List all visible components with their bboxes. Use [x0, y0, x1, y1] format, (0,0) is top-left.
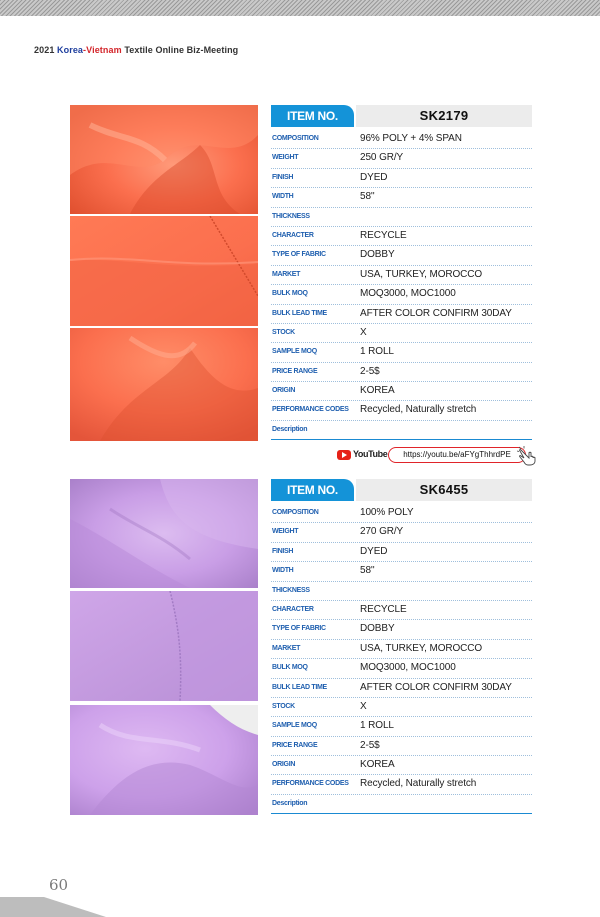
item-header: [271, 479, 532, 501]
spec-row: [271, 620, 532, 639]
page-corner-decoration: [0, 897, 44, 917]
spec-row: [271, 169, 532, 188]
spec-label: WEIGHT: [272, 528, 299, 536]
spec-label: TYPE OF FABRIC: [272, 625, 326, 633]
spec-label: FINISH: [272, 547, 294, 555]
item-no-label: ITEM NO.: [271, 479, 354, 501]
spec-label: PERFORMANCE CODES: [272, 780, 349, 788]
header-dash: -: [83, 45, 87, 55]
youtube-play-icon: [337, 450, 351, 460]
spec-label: STOCK: [272, 702, 295, 710]
spec-row: [271, 401, 532, 420]
spec-value: 250 GR/Y: [360, 152, 404, 164]
spec-row: [271, 130, 532, 149]
spec-row: [271, 523, 532, 542]
spec-value: DOBBY: [360, 623, 395, 635]
spec-row: [271, 363, 532, 382]
item-no-label: ITEM NO.: [271, 105, 354, 127]
spec-value: MOQ3000, MOC1000: [360, 288, 456, 300]
spec-row: [271, 717, 532, 736]
fabric-photo-folded: [70, 591, 258, 701]
fabric-photo-folded: [70, 216, 258, 326]
item-header: [271, 105, 532, 127]
header-year: 2021: [34, 45, 55, 55]
fabric-photo-drape: [70, 479, 258, 588]
spec-value: 96% POLY + 4% SPAN: [360, 133, 462, 144]
spec-label: BULK LEAD TIME: [272, 683, 327, 691]
fabric-photo-drape: [70, 105, 258, 214]
spec-label: WIDTH: [272, 193, 294, 201]
spec-value: X: [360, 326, 367, 338]
spec-row: [271, 324, 532, 343]
spec-label: FINISH: [272, 173, 294, 181]
spec-table: [271, 105, 532, 440]
spec-value: 270 GR/Y: [360, 526, 404, 538]
spec-label: THICKNESS: [272, 586, 310, 594]
top-decorative-bar: [0, 0, 600, 16]
item-code: SK2179: [356, 105, 532, 127]
spec-row: [271, 659, 532, 678]
spec-label: MARKET: [272, 270, 301, 278]
spec-row: [271, 504, 532, 523]
youtube-url-link[interactable]: https://youtu.be/aFYgThhrdPE: [388, 447, 526, 463]
spec-row: [271, 305, 532, 324]
spec-label: MARKET: [272, 644, 301, 652]
spec-row: [271, 698, 532, 717]
spec-row: [271, 601, 532, 620]
header-title-rest: Textile Online Biz-Meeting: [121, 45, 239, 55]
spec-value: RECYCLE: [360, 603, 407, 615]
spec-value: DYED: [360, 171, 388, 183]
spec-label: TYPE OF FABRIC: [272, 251, 326, 259]
spec-label: STOCK: [272, 328, 295, 336]
spec-value: USA, TURKEY, MOROCCO: [360, 268, 483, 280]
spec-label: BULK MOQ: [272, 664, 308, 672]
spec-value: 2-5$: [360, 739, 380, 751]
spec-value: RECYCLE: [360, 229, 407, 241]
spec-value: Recycled, Naturally stretch: [360, 404, 477, 416]
fabric-photo-swirl: [70, 705, 258, 815]
spec-row: [271, 285, 532, 304]
spec-row: [271, 188, 532, 207]
spec-row: [271, 679, 532, 698]
spec-row: [271, 582, 532, 601]
spec-label: BULK MOQ: [272, 290, 308, 298]
spec-row: [271, 775, 532, 794]
spec-value: DYED: [360, 545, 388, 557]
spec-row: [271, 795, 532, 814]
youtube-brand-text: YouTube: [353, 449, 388, 459]
spec-label: COMPOSITION: [272, 135, 319, 142]
spec-value: 2-5$: [360, 365, 380, 377]
spec-value: Recycled, Naturally stretch: [360, 778, 477, 790]
spec-label: SAMPLE MOQ: [272, 722, 317, 730]
spec-table: [271, 479, 532, 814]
spec-row: [271, 756, 532, 775]
spec-rows: [271, 504, 532, 814]
spec-row: [271, 421, 532, 440]
spec-row: [271, 543, 532, 562]
spec-value: AFTER COLOR CONFIRM 30DAY: [360, 307, 512, 319]
spec-label: Description: [272, 425, 308, 433]
spec-value: 1 ROLL: [360, 346, 394, 358]
spec-label: CHARACTER: [272, 605, 314, 613]
fabric-photo-swirl: [70, 328, 258, 441]
spec-label: CHARACTER: [272, 231, 314, 239]
spec-label: PRICE RANGE: [272, 741, 318, 749]
spec-row: [271, 266, 532, 285]
spec-row: [271, 227, 532, 246]
spec-value: 100% POLY: [360, 507, 414, 518]
header-vietnam: Vietnam: [86, 45, 122, 55]
spec-label: Description: [272, 799, 308, 807]
spec-label: ORIGIN: [272, 761, 296, 769]
spec-value: X: [360, 700, 367, 712]
page-corner-slope: [44, 897, 106, 917]
spec-row: [271, 640, 532, 659]
page-header: [34, 45, 238, 55]
spec-value: AFTER COLOR CONFIRM 30DAY: [360, 681, 512, 693]
spec-row: [271, 149, 532, 168]
spec-label: PRICE RANGE: [272, 367, 318, 375]
spec-value: MOQ3000, MOC1000: [360, 662, 456, 674]
spec-label: WEIGHT: [272, 154, 299, 162]
page-number: 60: [49, 876, 69, 894]
spec-value: 58'': [360, 565, 375, 577]
spec-label: THICKNESS: [272, 212, 310, 220]
spec-value: DOBBY: [360, 249, 395, 261]
spec-rows: [271, 130, 532, 440]
pointing-hand-icon: [517, 446, 539, 466]
youtube-link-row: [337, 446, 537, 464]
spec-row: [271, 737, 532, 756]
header-korea: Korea: [57, 45, 84, 55]
spec-label: COMPOSITION: [272, 509, 319, 516]
spec-label: ORIGIN: [272, 387, 296, 395]
spec-value: 58'': [360, 191, 375, 203]
spec-row: [271, 208, 532, 227]
spec-row: [271, 343, 532, 362]
spec-label: PERFORMANCE CODES: [272, 406, 349, 414]
spec-row: [271, 382, 532, 401]
spec-row: [271, 246, 532, 265]
spec-value: USA, TURKEY, MOROCCO: [360, 642, 483, 654]
spec-value: 1 ROLL: [360, 720, 394, 732]
spec-value: KOREA: [360, 759, 395, 771]
spec-label: BULK LEAD TIME: [272, 309, 327, 317]
spec-row: [271, 562, 532, 581]
spec-value: KOREA: [360, 385, 395, 397]
item-code: SK6455: [356, 479, 532, 501]
spec-label: SAMPLE MOQ: [272, 348, 317, 356]
spec-label: WIDTH: [272, 567, 294, 575]
